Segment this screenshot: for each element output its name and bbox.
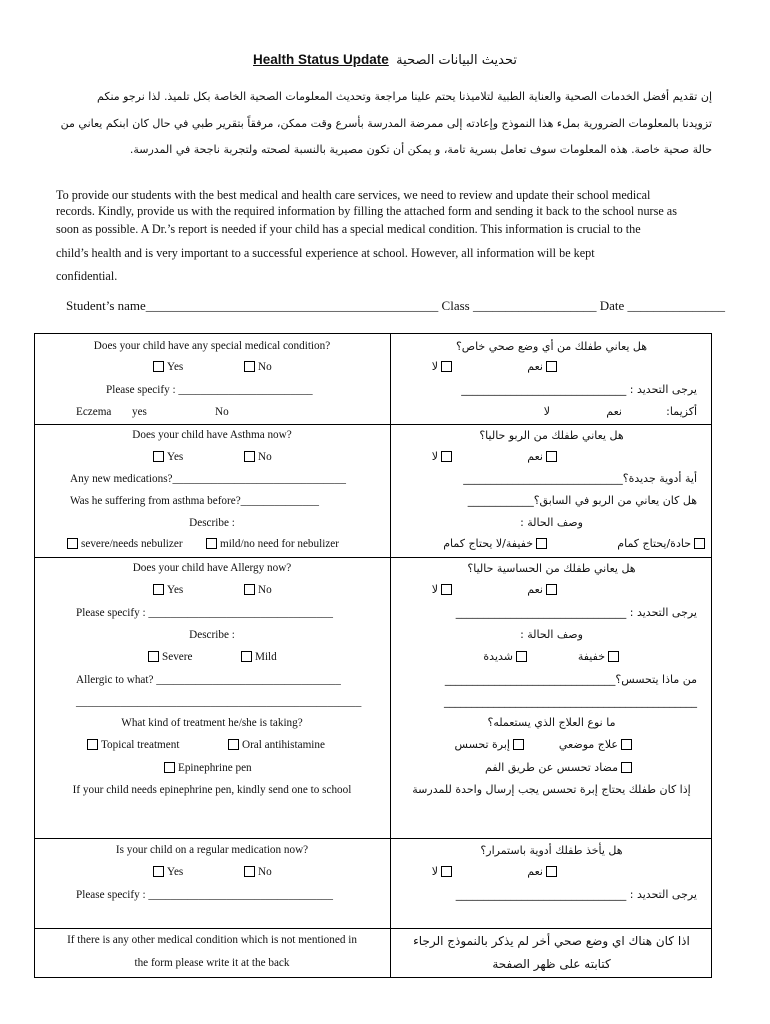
title-arabic: تحديث البيانات الصحية: [396, 53, 517, 68]
regular-yes-option[interactable]: Yes: [150, 866, 183, 878]
checkbox-icon[interactable]: [441, 584, 452, 595]
asthma-describe-en: Describe :: [189, 517, 235, 529]
topical-option-en[interactable]: Topical treatment: [84, 739, 179, 751]
english-intro-line-2: records. Kindly, provide us with the required information by filling the attached form and sending it back to the school nurse as: [56, 204, 677, 218]
checkbox-icon[interactable]: [87, 739, 98, 750]
allergic-to-ar[interactable]: من ماذا يتحسس؟_______________________________: [444, 673, 697, 686]
eczema-label-en: Eczema: [76, 406, 112, 418]
epi-note-en: If your child needs epinephrine pen, kindly send one to school: [72, 784, 352, 796]
special-yes-option[interactable]: Yes: [150, 361, 183, 373]
row-divider: [34, 928, 712, 929]
allergic-to-en[interactable]: Allergic to what? _________________________________: [76, 674, 341, 686]
regular-specify-ar[interactable]: يرجى التحديد : _______________________________: [455, 888, 697, 901]
english-intro-line-5: confidential.: [56, 269, 118, 283]
allergy-no-option-ar[interactable]: لا: [432, 583, 455, 596]
checkbox-icon[interactable]: [546, 866, 557, 877]
checkbox-icon[interactable]: [441, 361, 452, 372]
allergy-mild-ar[interactable]: خفيفة: [578, 650, 622, 663]
other-note-en-line-2: the form please write it at the back: [134, 957, 290, 969]
checkbox-icon[interactable]: [546, 584, 557, 595]
checkbox-icon[interactable]: [536, 538, 547, 549]
checkbox-icon[interactable]: [608, 651, 619, 662]
regular-question-en: Is your child on a regular medication now?: [115, 844, 309, 856]
asthma-describe-ar: وصف الحالة :: [520, 516, 583, 529]
special-no-option[interactable]: No: [241, 361, 272, 373]
arabic-intro-line-3: حالة صحية خاصة. هذه المعلومات سوف تعامل بسرية تامة، و يمكن أن تكون مصيرية بالنسبة لصحته ولتجربة ناجحة في المدرسة.: [129, 143, 712, 156]
checkbox-icon[interactable]: [244, 866, 255, 877]
regular-specify-en[interactable]: Please specify : _________________________________: [76, 889, 333, 901]
special-question-en: Does your child have any special medical condition?: [93, 340, 331, 352]
regular-yes-option-ar[interactable]: نعم: [527, 865, 560, 878]
other-note-ar-line-1: اذا كان هناك اي وضع صحي أخر لم يذكر بالنموذج الرجاء: [413, 934, 690, 948]
asthma-meds-en[interactable]: Any new medications?_______________________________: [70, 473, 346, 485]
other-note-en-line-1: If there is any other medical condition which is not mentioned in: [67, 934, 357, 946]
english-intro-line-1: To provide our students with the best medical and health care services, we need to review and update their school medical: [56, 188, 651, 202]
asthma-meds-ar[interactable]: أية أدوية جديدة؟_____________________________: [463, 472, 697, 485]
topical-option-ar[interactable]: علاج موضعي: [559, 738, 635, 751]
allergy-yes-option-ar[interactable]: نعم: [527, 583, 560, 596]
checkbox-icon[interactable]: [244, 361, 255, 372]
checkbox-icon[interactable]: [621, 739, 632, 750]
allergy-blank-line-en[interactable]: ___________________________________________________: [76, 696, 362, 708]
special-specify-ar[interactable]: يرجى التحديد : ______________________________: [461, 383, 697, 396]
regular-no-option-ar[interactable]: لا: [432, 865, 455, 878]
eczema-no-ar[interactable]: لا: [543, 405, 550, 418]
allergy-severe-en[interactable]: Severe: [145, 651, 192, 663]
checkbox-icon[interactable]: [153, 866, 164, 877]
special-specify-en[interactable]: Please specify : ________________________: [106, 384, 313, 396]
checkbox-icon[interactable]: [621, 762, 632, 773]
eczema-yes-ar[interactable]: نعم: [606, 405, 622, 418]
asthma-question-ar: هل يعاني طفلك من الربو حاليا؟: [479, 429, 624, 442]
allergy-no-option[interactable]: No: [241, 584, 272, 596]
row-divider: [34, 838, 712, 839]
treatment-question-en: What kind of treatment he/she is taking?: [121, 717, 303, 729]
english-intro-line-3: soon as possible. A Dr.’s report is needed if your child has a special medical condition. This information is crucial to the: [56, 222, 641, 236]
checkbox-icon[interactable]: [206, 538, 217, 549]
row-divider: [34, 557, 712, 558]
arabic-intro-line-1: إن تقديم أفضل الخدمات الصحية والعناية الطبية لتلاميذنا يحتم علينا مراجعة وتحديث المعلومات الصحية الخاصة بكل تلميذ. لذا نرجو منكم: [97, 90, 712, 103]
student-info-line[interactable]: Student’s name_____________________________________________ Class ___________________ Date _______________: [66, 298, 726, 313]
allergy-describe-ar: وصف الحالة :: [520, 628, 583, 641]
checkbox-icon[interactable]: [516, 651, 527, 662]
checkbox-icon[interactable]: [441, 451, 452, 462]
checkbox-icon[interactable]: [546, 451, 557, 462]
allergy-specify-ar[interactable]: يرجى التحديد : _______________________________: [455, 606, 697, 619]
asthma-yes-option-ar[interactable]: نعم: [527, 450, 560, 463]
eczema-yes-en[interactable]: yes: [132, 406, 147, 418]
asthma-mild-en[interactable]: mild/no need for nebulizer: [203, 538, 339, 550]
regular-question-ar: هل يأخذ طفلك أدوية باستمرار؟: [480, 844, 623, 857]
special-no-option-ar[interactable]: لا: [432, 360, 455, 373]
treatment-question-ar: ما نوع العلاج الذي يستعمله؟: [487, 716, 616, 729]
other-note-ar-line-2: كتابته على ظهر الصفحة: [492, 957, 611, 971]
arabic-intro-line-2: تزويدنا بالمعلومات الضرورية بملء هذا النموذج وإعادته إلى ممرضة المدرسة بأسرع وقت ممكن، مرفقاً بتقرير طبي في حال كان ابنكم يعاني من: [60, 117, 712, 130]
asthma-yes-option[interactable]: Yes: [150, 451, 183, 463]
special-yes-option-ar[interactable]: نعم: [527, 360, 560, 373]
eczema-no-en[interactable]: No: [215, 406, 229, 418]
asthma-no-option[interactable]: No: [241, 451, 272, 463]
allergy-severe-ar[interactable]: شديدة: [483, 650, 530, 663]
checkbox-icon[interactable]: [244, 451, 255, 462]
checkbox-icon[interactable]: [153, 584, 164, 595]
checkbox-icon[interactable]: [153, 451, 164, 462]
checkbox-icon[interactable]: [164, 762, 175, 773]
allergy-mild-en[interactable]: Mild: [238, 651, 277, 663]
allergy-yes-option[interactable]: Yes: [150, 584, 183, 596]
checkbox-icon[interactable]: [546, 361, 557, 372]
allergy-blank-line-ar[interactable]: ______________________________________________: [444, 695, 697, 708]
checkbox-icon[interactable]: [241, 651, 252, 662]
checkbox-icon[interactable]: [244, 584, 255, 595]
oral-option-en[interactable]: Oral antihistamine: [225, 739, 325, 751]
asthma-severe-en[interactable]: severe/needs nebulizer: [64, 538, 183, 550]
asthma-question-en: Does your child have Asthma now?: [132, 429, 292, 441]
title-english: Health Status Update: [253, 52, 389, 67]
asthma-before-ar[interactable]: هل كان يعاني من الربو في السابق؟____________: [467, 494, 697, 507]
checkbox-icon[interactable]: [694, 538, 705, 549]
asthma-severe-ar[interactable]: حادة/يحتاج كمام: [617, 537, 708, 550]
epi-option-en[interactable]: Epinephrine pen: [161, 762, 252, 774]
checkbox-icon[interactable]: [513, 739, 524, 750]
allergy-question-en: Does your child have Allergy now?: [132, 562, 292, 574]
page-title: [0, 52, 770, 68]
eczema-label-ar: أكزيما:: [666, 405, 697, 418]
oral-option-ar[interactable]: مضاد تحسس عن طريق الفم: [485, 761, 635, 774]
checkbox-icon[interactable]: [441, 866, 452, 877]
allergy-question-ar: هل يعاني طفلك من الحساسية حاليا؟: [467, 562, 636, 575]
allergy-specify-en[interactable]: Please specify : _________________________________: [76, 607, 333, 619]
checkbox-icon[interactable]: [228, 739, 239, 750]
asthma-before-en[interactable]: Was he suffering from asthma before?______________: [70, 495, 319, 507]
epi-note-ar: إذا كان طفلك يحتاج إبرة تحسس يجب إرسال واحدة للمدرسة: [412, 783, 691, 796]
regular-no-option[interactable]: No: [241, 866, 272, 878]
epi-option-ar[interactable]: إبرة تحسس: [455, 738, 527, 751]
asthma-no-option-ar[interactable]: لا: [432, 450, 455, 463]
allergy-describe-en: Describe :: [189, 629, 235, 641]
checkbox-icon[interactable]: [153, 361, 164, 372]
checkbox-icon[interactable]: [67, 538, 78, 549]
special-question-ar: هل يعاني طفلك من أي وضع صحي خاص؟: [455, 340, 648, 353]
checkbox-icon[interactable]: [148, 651, 159, 662]
asthma-mild-ar[interactable]: خفيفة/لا يحتاج كمام: [443, 537, 550, 550]
row-divider: [34, 424, 712, 425]
english-intro-line-4: child’s health and is very important to a successful experience at school. However, all information will be kept: [56, 246, 595, 260]
